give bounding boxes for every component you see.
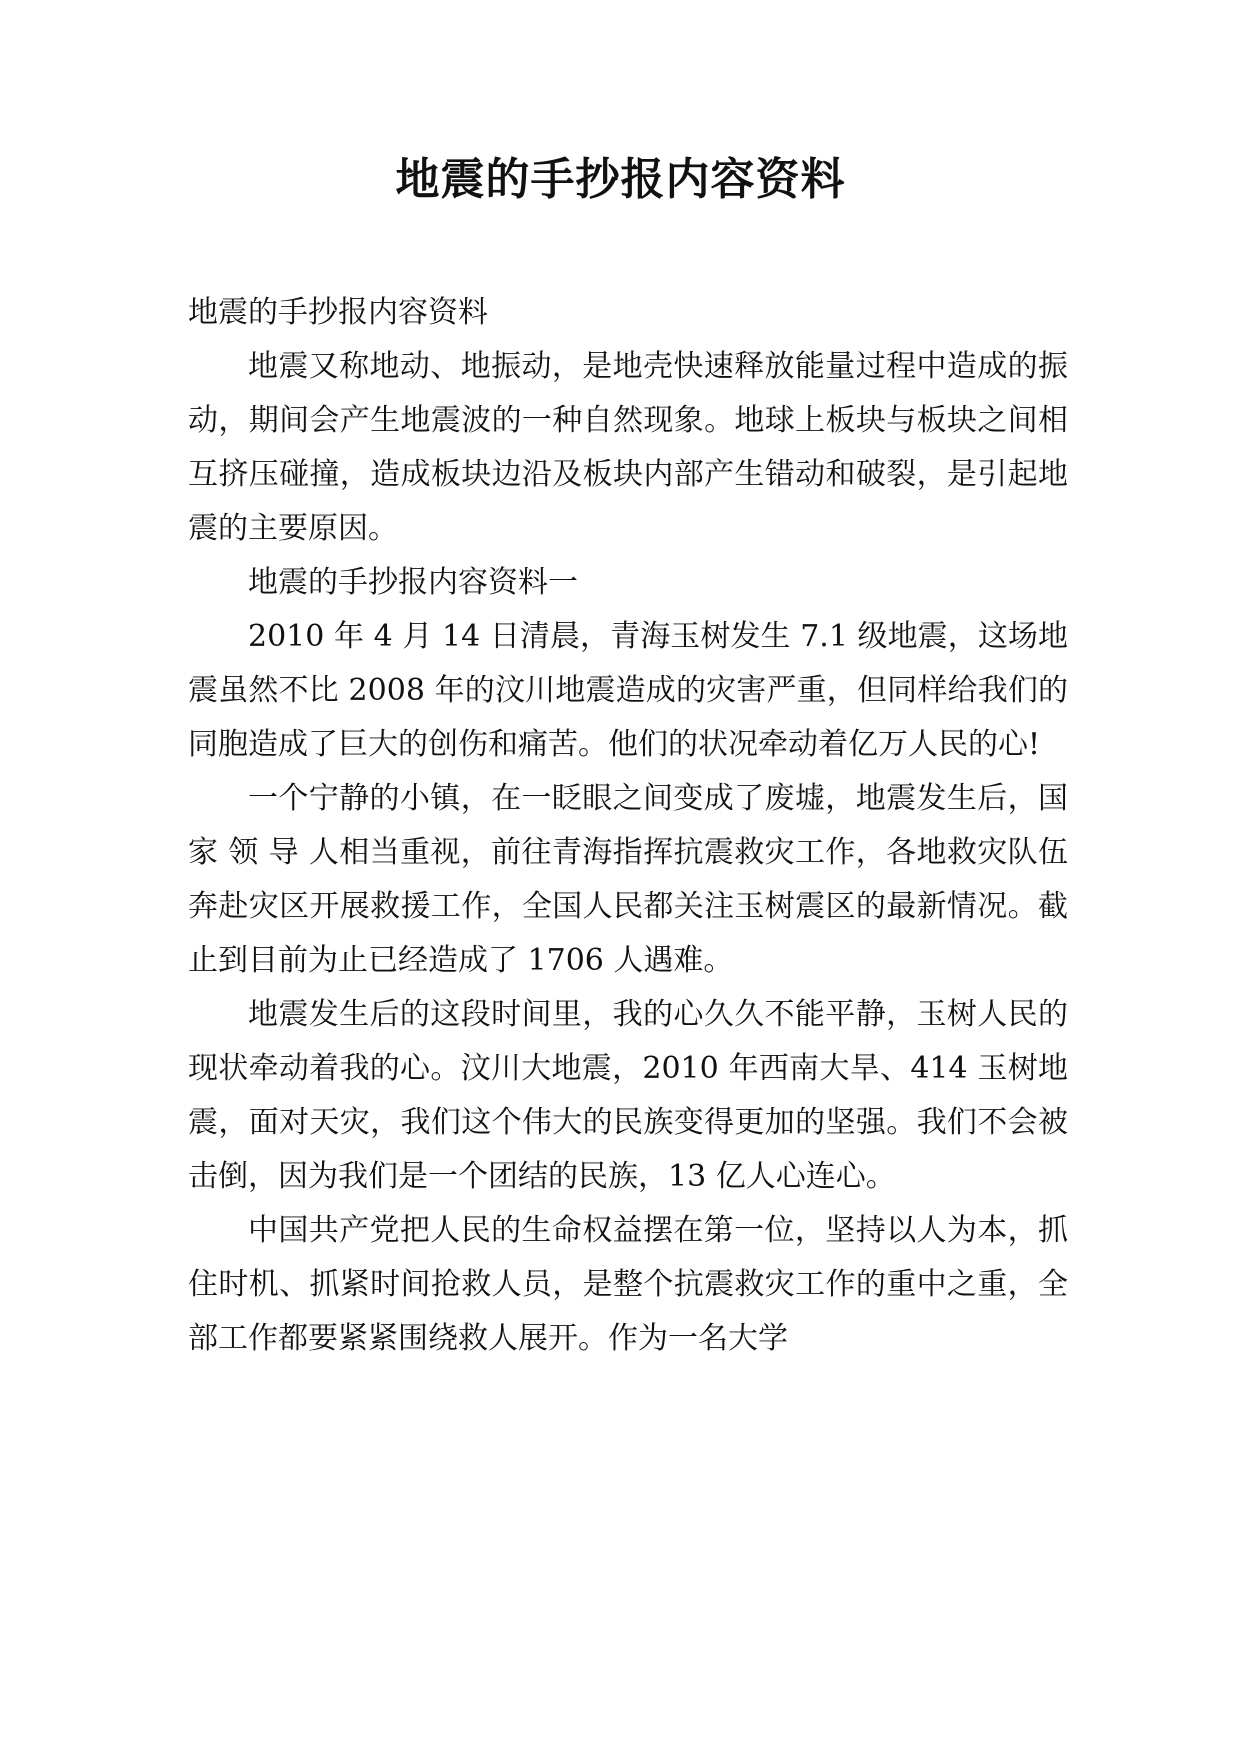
body-paragraph: 2010 年 4 月 14 日清晨，青海玉树发生 7.1 级地震，这场地震虽然不比 2008 年的汶川地震造成的灾害严重，但同样给我们的同胞造成了巨大的创伤和痛苦。他们的状况牵动着亿万人民的心!: [188, 619, 1068, 762]
section-heading: 地震的手抄报内容资料一: [248, 565, 578, 600]
body-paragraph: 中国共产党把人民的生命权益摆在第一位，坚持以人为本，抓住时机、抓紧时间抢救人员，是整个抗震救灾工作的重中之重，全部工作都要紧紧围绕救人展开。作为一名大学: [188, 1213, 1068, 1356]
document-body: [188, 286, 1068, 1366]
page-title: 地震的手抄报内容资料: [395, 154, 846, 205]
intro-paragraph: 地震又称地动、地振动，是地壳快速释放能量过程中造成的振动，期间会产生地震波的一种自然现象。地球上板块与板块之间相互挤压碰撞，造成板块边沿及板块内部产生错动和破裂，是引起地震的主要原因。: [188, 349, 1068, 546]
subtitle-paragraph: 地震的手抄报内容资料: [188, 295, 488, 330]
body-paragraph: 一个宁静的小镇，在一眨眼之间变成了废墟，地震发生后，国家 领 导 人相当重视，前往青海指挥抗震救灾工作，各地救灾队伍奔赴灾区开展救援工作，全国人民都关注玉树震区的最新情况。截止到目前为止已经造成了 1706 人遇难。: [188, 781, 1068, 978]
body-paragraph: 地震发生后的这段时间里，我的心久久不能平静，玉树人民的现状牵动着我的心。汶川大地震，2010 年西南大旱、414 玉树地震，面对天灾，我们这个伟大的民族变得更加的坚强。我们不会被击倒，因为我们是一个团结的民族，13 亿人心连心。: [188, 997, 1068, 1194]
